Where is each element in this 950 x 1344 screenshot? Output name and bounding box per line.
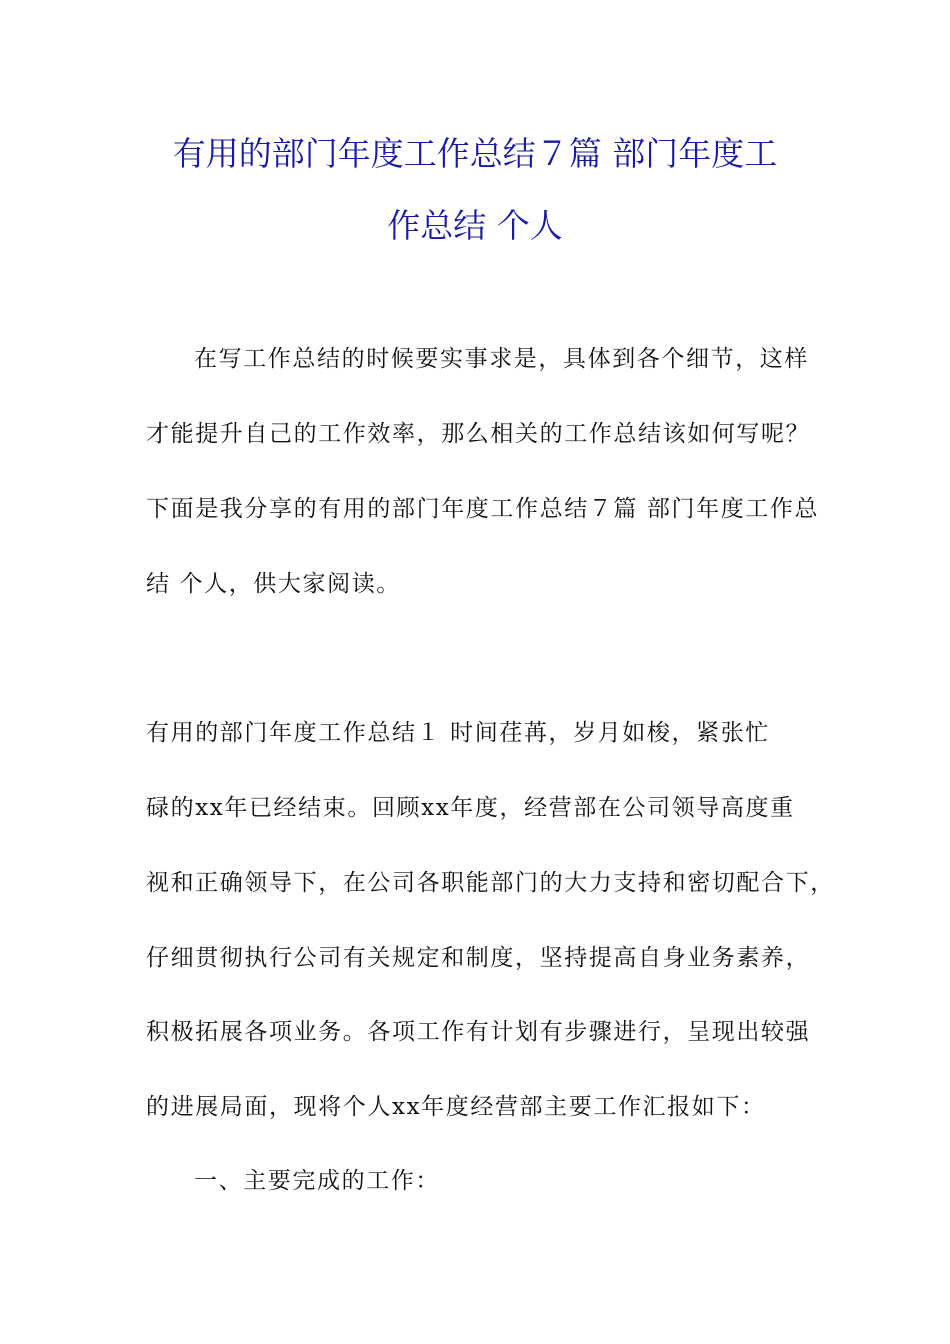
intro-line-3: 下面是我分享的有用的部门年度工作总结７篇 部门年度工作总 — [146, 496, 820, 522]
section-line-3: 视和正确领导下，在公司各职能部门的大力支持和密切配合下， — [146, 870, 835, 896]
intro-line-2: 才能提升自己的工作效率，那么相关的工作总结该如何写呢？ — [146, 421, 811, 447]
section-line-5: 积极拓展各项业务。各项工作有计划有步骤进行，呈现出较强 — [146, 1019, 811, 1045]
document-title-line-1: 有用的部门年度工作总结７篇 部门年度工 — [172, 134, 778, 173]
intro-line-4: 结 个人，供大家阅读。 — [146, 571, 401, 597]
section-line-1: 有用的部门年度工作总结１ 时间荏苒，岁月如梭，紧张忙 — [146, 720, 770, 746]
subheading-main-work: 一、主要完成的工作： — [194, 1168, 440, 1194]
section-line-6: 的进展局面，现将个人xx年度经营部主要工作汇报如下： — [146, 1094, 766, 1120]
section-line-2: 碌的xx年已经结束。回顾xx年度，经营部在公司领导高度重 — [146, 795, 795, 821]
intro-line-1: 在写工作总结的时候要实事求是，具体到各个细节，这样 — [194, 346, 809, 372]
section-line-4: 仔细贯彻执行公司有关规定和制度，坚持提高自身业务素养， — [146, 945, 811, 971]
document-title-line-2: 作总结 个人 — [387, 206, 563, 245]
